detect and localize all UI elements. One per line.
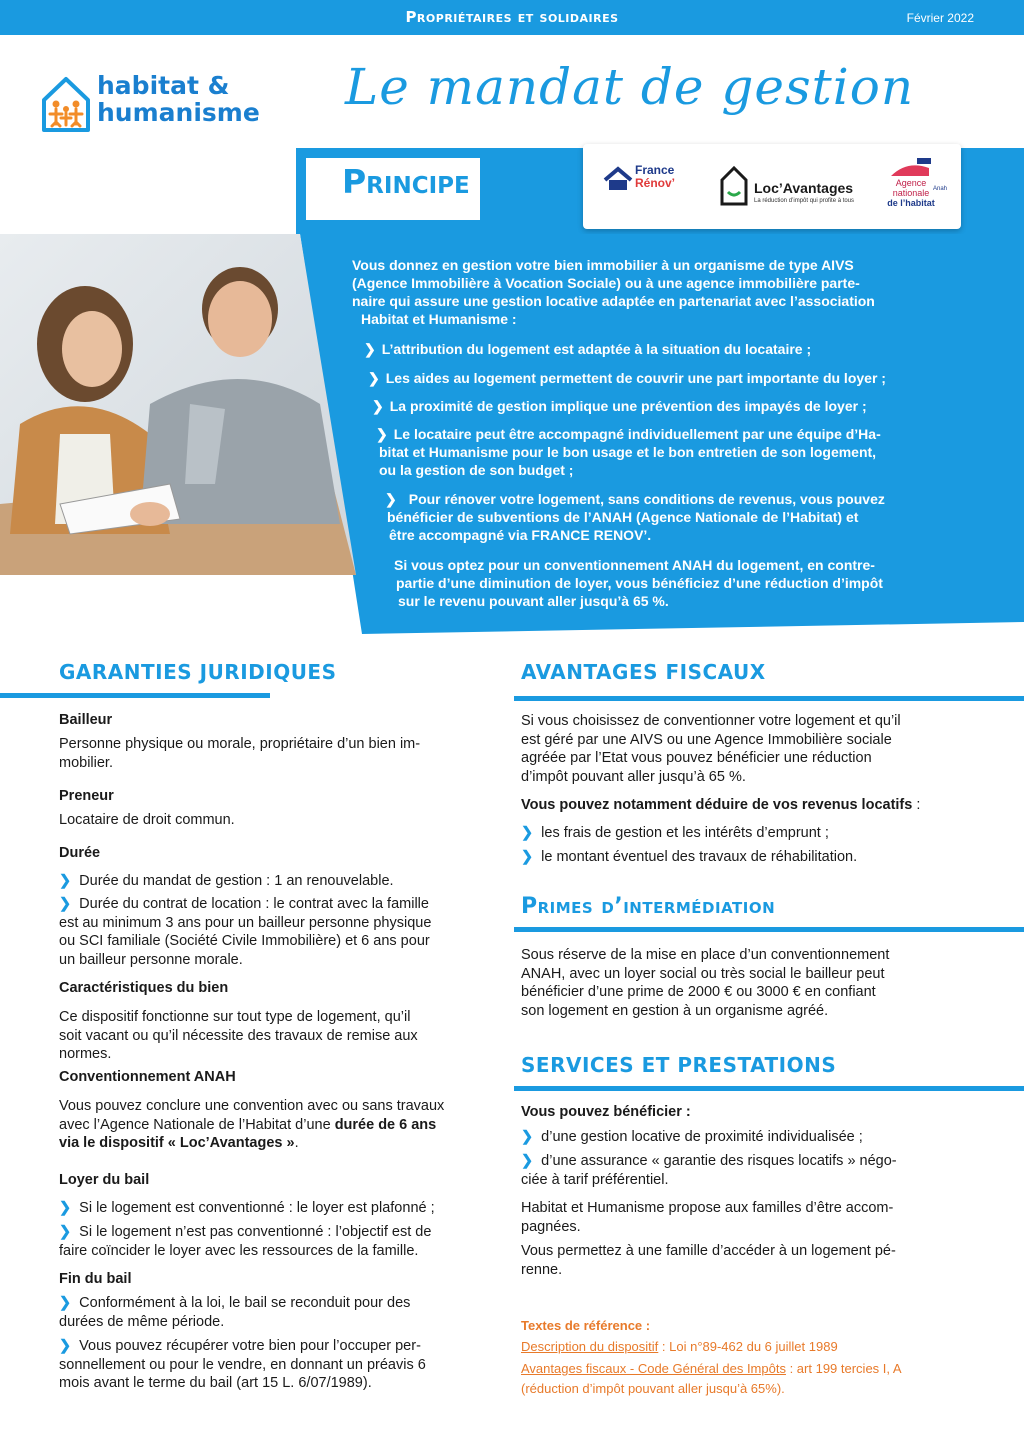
conventionnement-text <box>59 1097 504 1153</box>
services-para-1 <box>521 1199 966 1236</box>
text-line: normes. <box>59 1046 112 1062</box>
avantages-text <box>521 712 966 786</box>
garanties-rule <box>0 693 270 698</box>
chevron-right-icon: ❯ <box>364 341 376 357</box>
fin-item-1 <box>59 1294 504 1331</box>
principe-intro <box>352 256 972 328</box>
services-rule <box>514 1086 1024 1091</box>
text-line: : <box>912 797 921 813</box>
references-title: Textes de référence : <box>521 1318 651 1333</box>
principe-item <box>364 340 811 358</box>
preneur-heading: Preneur <box>59 788 114 804</box>
chevron-right-icon: ❯ <box>376 426 388 442</box>
text-line: Conformément à la loi, le bail se reconduit pour des <box>79 1295 411 1311</box>
photo-illustration <box>0 234 380 575</box>
anah-line3: de l’habitat <box>887 198 935 208</box>
chevron-right-icon: ❯ <box>521 1153 534 1169</box>
locavantages-name: Loc’Avantages <box>754 180 854 196</box>
chevron-right-icon: ❯ <box>368 370 380 386</box>
text-line: Vous pouvez conclure une convention avec ou sans travaux <box>59 1098 445 1114</box>
avantages-rule <box>514 696 1024 701</box>
duree-item-2 <box>59 895 501 969</box>
text-line: bénéficier d’une prime de 2000 € ou 3000 € en confiant <box>521 984 876 1000</box>
fin-item-2 <box>59 1337 504 1393</box>
logo-line2: humanisme <box>97 98 260 127</box>
anah-line1: Agence <box>895 178 927 188</box>
duree-item-1 <box>59 872 394 891</box>
text-line: Personne physique ou morale, propriétaire d’un bien im- <box>59 736 421 752</box>
chevron-right-icon: ❯ <box>385 491 397 507</box>
text-line: Durée du mandat de gestion : 1 an renouvelable. <box>79 873 394 889</box>
principe-closing-line: partie d’une diminution de loyer, vous bénéficiez d’une réduction d’impôt <box>396 575 883 591</box>
text-line: renne. <box>521 1261 563 1278</box>
preneur-text: Locataire de droit commun. <box>59 812 235 828</box>
text-line: est géré par une AIVS ou une Agence Immobilière sociale <box>521 731 892 748</box>
text-line: ciée à tarif préférentiel. <box>521 1171 669 1188</box>
conventionnement-heading: Conventionnement ANAH <box>59 1069 236 1085</box>
text-line: (réduction d’impôt pouvant aller jusqu’à 65%). <box>521 1381 785 1396</box>
services-item-1 <box>521 1128 863 1147</box>
text-line: le montant éventuel des travaux de réhabilitation. <box>541 849 858 865</box>
text-line: durées de même période. <box>59 1313 225 1330</box>
header-date: Février 2022 <box>906 11 974 25</box>
text-line: ANAH, avec un loyer social ou très social le bailleur peut <box>521 965 885 982</box>
text-line: . <box>294 1135 299 1151</box>
text-line: agréée par l’Etat vous pouvez bénéficier une réduction <box>521 750 872 766</box>
text-line: avec l’Agence Nationale de l’Habitat d’une <box>59 1116 335 1133</box>
chevron-right-icon: ❯ <box>59 1338 72 1354</box>
text-line: Si le logement est conventionné : le loyer est plafonné ; <box>79 1200 435 1216</box>
primes-title: Primes d’intermédiation <box>521 894 776 919</box>
text-line: est au minimum 3 ans pour un bailleur personne physique <box>59 914 432 931</box>
principe-closing-line: sur le revenu pouvant aller jusqu’à 65 %. <box>398 593 669 609</box>
avantages-deduire <box>521 796 920 815</box>
principe-intro-line: (Agence Immobilière à Vocation Sociale) ou à une agence immobilière parte- <box>352 275 860 291</box>
fin-heading: Fin du bail <box>59 1271 132 1287</box>
france-renov-line1: France <box>635 163 675 177</box>
text-line: ou SCI familiale (Société Civile Immobilière) et 6 ans pour <box>59 933 430 949</box>
caracteristiques-heading: Caractéristiques du bien <box>59 980 229 996</box>
chevron-right-icon: ❯ <box>59 1295 72 1311</box>
chevron-right-icon: ❯ <box>521 1129 534 1145</box>
text-line: d’une assurance « garantie des risques locatifs » négo- <box>541 1153 897 1169</box>
reference-1 <box>521 1337 838 1357</box>
text-line: un bailleur personne morale. <box>59 951 243 968</box>
text-line: Vous permettez à une famille d’accéder à un logement pé- <box>521 1243 896 1259</box>
text-line: son logement en gestion à un organisme agréé. <box>521 1002 829 1019</box>
text-line: pagnées. <box>521 1218 581 1235</box>
anah-line2: nationale <box>892 188 930 198</box>
text-line: Durée du contrat de location : le contrat avec la famille <box>79 896 429 912</box>
principe-item-text: Pour rénover votre logement, sans conditions de revenus, vous pouvez <box>408 491 885 507</box>
text-bold: via le dispositif « Loc’Avantages » <box>59 1135 295 1151</box>
principe-item <box>368 369 886 387</box>
avantages-item-2 <box>521 848 857 867</box>
principe-closing-line: Si vous optez pour un conventionnement ANAH du logement, en contre- <box>394 557 875 573</box>
text-line: : art 199 tercies I, A <box>785 1361 902 1376</box>
chevron-right-icon: ❯ <box>59 1224 72 1240</box>
header-brand: Propriétaires et solidaires <box>405 8 619 26</box>
principe-intro-line: Habitat et Humanisme : <box>361 311 517 327</box>
text-line: soit vacant ou qu’il nécessite des travaux de remise aux <box>59 1027 418 1044</box>
anah-tag: Anah <box>933 186 948 192</box>
duree-heading: Durée <box>59 845 101 861</box>
text-line: Si le logement n’est pas conventionné : l’objectif est de <box>79 1224 432 1240</box>
hero-photo <box>0 234 380 575</box>
principe-item-text: ou la gestion de son budget ; <box>379 462 574 478</box>
principe-intro-line: naire qui assure une gestion locative adaptée en partenariat avec l’association <box>352 293 875 309</box>
text-line: Sous réserve de la mise en place d’un conventionnement <box>521 947 890 963</box>
principe-item <box>372 397 867 415</box>
reference-link-description[interactable]: Description du dispositif <box>521 1339 659 1354</box>
principe-item-text: La proximité de gestion implique une prévention des impayés de loyer ; <box>389 398 867 414</box>
chevron-right-icon: ❯ <box>372 398 384 414</box>
principe-item <box>385 490 975 544</box>
text-line: Ce dispositif fonctionne sur tout type de logement, qu’il <box>59 1009 411 1025</box>
principe-intro-line: Vous donnez en gestion votre bien immobilier à un organisme de type AIVS <box>352 257 854 273</box>
text-line: Habitat et Humanisme propose aux familles d’être accom- <box>521 1200 894 1216</box>
text-line: les frais de gestion et les intérêts d’emprunt ; <box>541 825 829 841</box>
services-title: SERVICES ET PRESTATIONS <box>521 1053 837 1077</box>
text-line: d’une gestion locative de proximité individualisée ; <box>541 1129 863 1145</box>
reference-2 <box>521 1359 971 1399</box>
text-bold: Vous pouvez notamment déduire de vos revenus locatifs <box>521 797 913 813</box>
text-line: Vous pouvez récupérer votre bien pour l’occuper per- <box>79 1338 421 1354</box>
bailleur-heading: Bailleur <box>59 712 113 728</box>
page-title: Le mandat de gestion <box>345 58 915 116</box>
chevron-right-icon: ❯ <box>521 825 534 841</box>
text-line: sonnellement ou pour le vendre, en donnant un préavis 6 <box>59 1356 426 1373</box>
principe-item-text: L’attribution du logement est adaptée à la situation du locataire ; <box>381 341 812 357</box>
text-line: : Loi n°89-462 du 6 juillet 1989 <box>658 1339 838 1354</box>
principe-item-text: Le locataire peut être accompagné individuellement par une équipe d’Ha- <box>393 426 881 442</box>
primes-text <box>521 946 966 1020</box>
garanties-title: GARANTIES JURIDIQUES <box>59 660 337 684</box>
services-item-2 <box>521 1152 966 1189</box>
bailleur-text <box>59 735 501 772</box>
reference-link-avantages[interactable]: Avantages fiscaux - Code Général des Impôts <box>521 1361 786 1376</box>
principe-heading: Principe <box>342 162 470 201</box>
primes-rule <box>514 927 1024 932</box>
chevron-right-icon: ❯ <box>59 873 72 889</box>
text-bold: durée de 6 ans <box>334 1116 437 1133</box>
text-line: faire coïncider le loyer avec les ressources de la famille. <box>59 1242 419 1259</box>
principe-closing <box>394 556 974 610</box>
text-line: mois avant le terme du bail (art 15 L. 6/07/1989). <box>59 1375 372 1391</box>
services-para-2 <box>521 1242 966 1279</box>
chevron-right-icon: ❯ <box>59 1200 72 1216</box>
loyer-heading: Loyer du bail <box>59 1172 150 1188</box>
principe-item-text: bénéficier de subventions de l’ANAH (Agence Nationale de l’Habitat) et <box>387 509 859 525</box>
locavantages-tagline: La réduction d’impôt qui profite à tous <box>754 198 855 204</box>
principe-item-text: être accompagné via FRANCE RENOV’. <box>389 527 652 543</box>
chevron-right-icon: ❯ <box>521 849 534 865</box>
principe-item-text: Les aides au logement permettent de couvrir une part importante du loyer ; <box>385 370 886 386</box>
principe-item-text: bitat et Humanisme pour le bon usage et le bon entretien de son logement, <box>379 444 877 460</box>
caracteristiques-text <box>59 1008 501 1064</box>
chevron-right-icon: ❯ <box>59 896 72 912</box>
avantages-title: AVANTAGES FISCAUX <box>521 660 766 684</box>
loyer-item-2 <box>59 1223 504 1260</box>
services-intro: Vous pouvez bénéficier : <box>521 1104 691 1120</box>
avantages-item-1 <box>521 824 829 843</box>
logo-line1: habitat & <box>97 71 230 100</box>
text-line: d’impôt pouvant aller jusqu’à 65 %. <box>521 768 746 785</box>
text-line: Si vous choisissez de conventionner votre logement et qu’il <box>521 713 901 729</box>
text-line: mobilier. <box>59 754 113 771</box>
loyer-item-1 <box>59 1199 435 1218</box>
principe-item <box>376 425 976 479</box>
france-renov-line2: Rénov’ <box>635 176 676 190</box>
